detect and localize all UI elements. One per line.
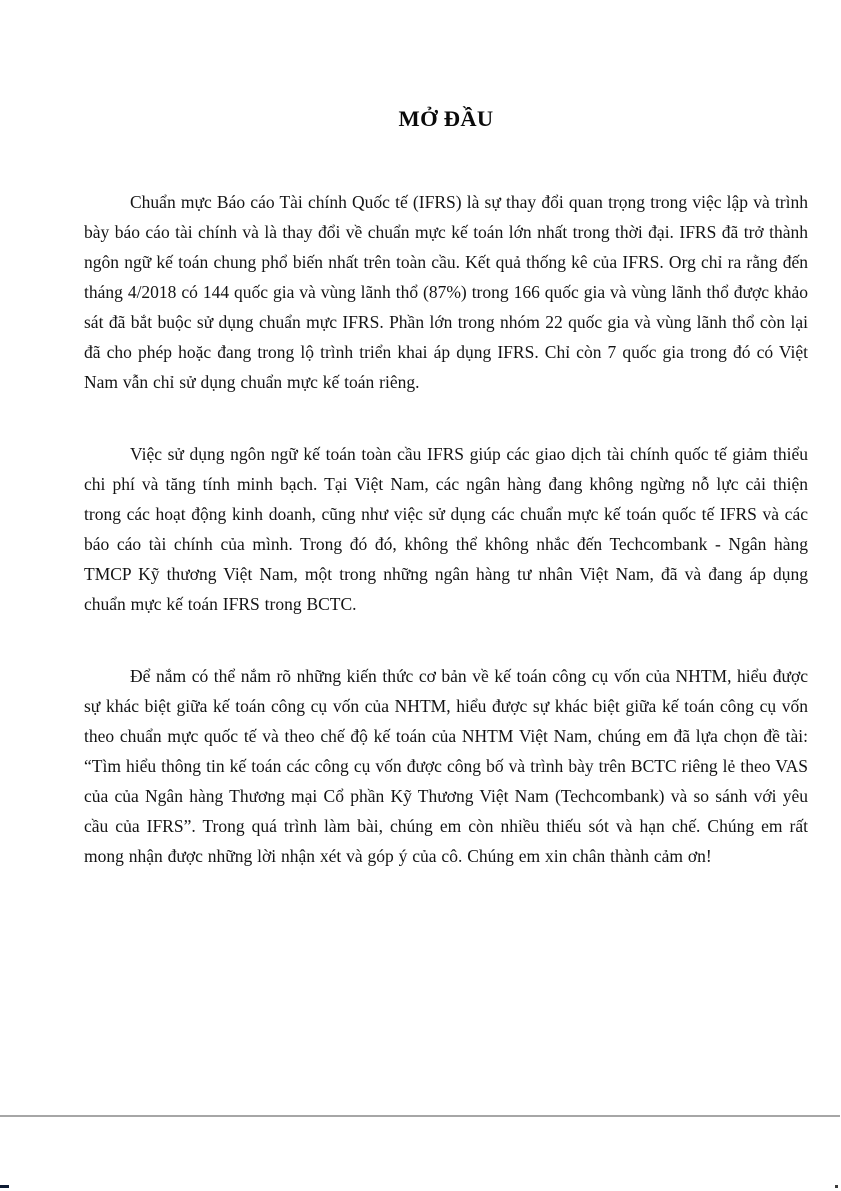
scan-artifact-bottom-right — [835, 1185, 838, 1188]
paragraph-topic-selection: Để nắm có thể nắm rõ những kiến thức cơ bản về kế toán công cụ vốn của NHTM, hiểu được sự khác biệt giữa kế toán công cụ vốn của NHTM, hiểu được sự khác biệt giữa kế toán công cụ vốn theo chuẩn mực quốc tế và theo chế độ kế toán của NHTM Việt Nam, chúng em đã lựa chọn đề tài: “Tìm hiểu thông tin kế toán các công cụ vốn được công bố và trình bày trên BCTC riêng lẻ theo VAS của của Ngân hàng Thương mại Cổ phần Kỹ Thương Việt Nam (Techcombank) và so sánh với yêu cầu của IFRS”. Trong quá trình làm bài, chúng em còn nhiều thiếu sót và hạn chế. Chúng em rất mong nhận được những lời nhận xét và góp ý của cô. Chúng em xin chân thành cảm ơn! — [84, 666, 808, 866]
paragraph-intro-ifrs: Chuẩn mực Báo cáo Tài chính Quốc tế (IFRS) là sự thay đổi quan trọng trong việc lập và trình bày báo cáo tài chính và là thay đổi về chuẩn mực kế toán lớn nhất trong thời đại. IFRS đã trở thành ngôn ngữ kế toán chung phổ biến nhất trên toàn cầu. Kết quả thống kê của IFRS. Org chỉ ra rằng đến tháng 4/2018 có 144 quốc gia và vùng lãnh thổ (87%) trong 166 quốc gia và vùng lãnh thổ được khảo sát đã bắt buộc sử dụng chuẩn mực IFRS. Phần lớn trong nhóm 22 quốc gia và vùng lãnh thổ còn lại đã cho phép hoặc đang trong lộ trình triển khai áp dụng IFRS. Chỉ còn 7 quốc gia trong đó có Việt Nam vẫn chỉ sử dụng chuẩn mực kế toán riêng. — [84, 192, 808, 392]
page-title: MỞ ĐẦU — [398, 106, 494, 131]
paragraph-vietnam-banks: Việc sử dụng ngôn ngữ kế toán toàn cầu IFRS giúp các giao dịch tài chính quốc tế giảm thiểu chi phí và tăng tính minh bạch. Tại Việt Nam, các ngân hàng đang không ngừng nỗ lực cải thiện trong các hoạt động kinh doanh, cũng như việc sử dụng các chuẩn mực kế toán quốc tế IFRS và các báo cáo tài chính của mình. Trong đó đó, không thể không nhắc đến Techcombank - Ngân hàng TMCP Kỹ thương Việt Nam, một trong những ngân hàng tư nhân Việt Nam, đã và đang áp dụng chuẩn mực kế toán IFRS trong BCTC. — [84, 444, 808, 614]
document-content — [84, 0, 808, 871]
footer-divider-line — [0, 1115, 840, 1117]
scan-artifact-bottom-left — [0, 1185, 9, 1188]
